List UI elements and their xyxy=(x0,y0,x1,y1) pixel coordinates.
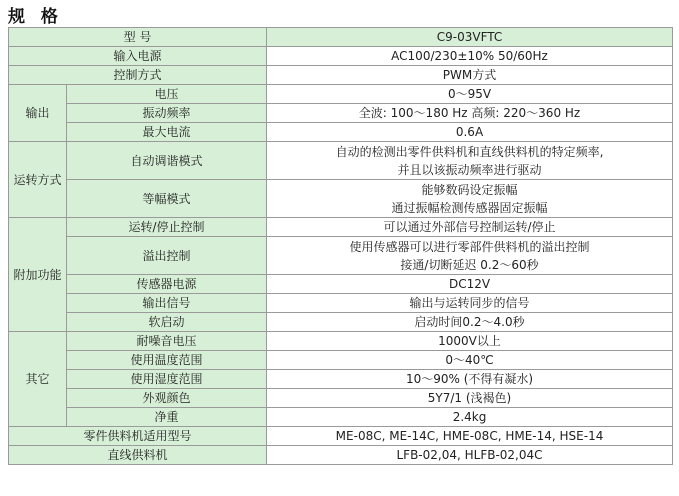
voltage-label: 电压 xyxy=(67,85,267,104)
input-power-value: AC100/230±10% 50/60Hz xyxy=(267,47,673,66)
table-row-output-signal xyxy=(9,294,673,313)
operation-group-label: 运转方式 xyxy=(9,142,67,218)
output-signal-value: 输出与运转同步的信号 xyxy=(267,294,673,313)
table-row-temp-range xyxy=(9,351,673,370)
parts-feeder-label: 零件供料机适用型号 xyxy=(9,427,267,446)
model-label: 型 号 xyxy=(9,28,267,47)
sensor-power-label: 传感器电源 xyxy=(67,275,267,294)
frequency-label: 振动频率 xyxy=(67,104,267,123)
table-row-control-mode xyxy=(9,66,673,85)
color-label: 外观颜色 xyxy=(67,389,267,408)
table-row-voltage xyxy=(9,85,673,104)
max-current-label: 最大电流 xyxy=(67,123,267,142)
humidity-range-value: 10～90% (不得有凝水) xyxy=(267,370,673,389)
table-row-max-current xyxy=(9,123,673,142)
table-row-model xyxy=(9,28,673,47)
table-row-overflow xyxy=(9,237,673,275)
table-row-parts-feeder xyxy=(9,427,673,446)
parts-feeder-value: ME-08C, ME-14C, HME-08C, HME-14, HSE-14 xyxy=(267,427,673,446)
table-row-withstand-voltage xyxy=(9,332,673,351)
soft-start-value: 启动时间0.2～4.0秒 xyxy=(267,313,673,332)
temp-range-label: 使用温度范围 xyxy=(67,351,267,370)
amplitude-label: 等幅模式 xyxy=(67,180,267,218)
page-title: 规 格 xyxy=(8,7,63,27)
input-power-label: 输入电源 xyxy=(9,47,267,66)
overflow-line-2: 接通/切断延迟 0.2～60秒 xyxy=(400,257,539,272)
spec-table xyxy=(8,27,673,465)
table-row-auto-tune xyxy=(9,142,673,180)
other-group-label: 其它 xyxy=(9,332,67,427)
auto-tune-value xyxy=(267,142,673,180)
table-row-sensor-power xyxy=(9,275,673,294)
run-stop-value: 可以通过外部信号控制运转/停止 xyxy=(267,218,673,237)
amplitude-value xyxy=(267,180,673,218)
linear-feeder-label: 直线供料机 xyxy=(9,446,267,465)
table-row-color xyxy=(9,389,673,408)
auto-tune-line-2: 并且以该振动频率进行驱动 xyxy=(397,162,542,177)
color-value: 5Y7/1 (浅褐色) xyxy=(267,389,673,408)
table-row-run-stop xyxy=(9,218,673,237)
max-current-value: 0.6A xyxy=(267,123,673,142)
frequency-value: 全波: 100～180 Hz 高频: 220～360 Hz xyxy=(267,104,673,123)
linear-feeder-value: LFB-02,04, HLFB-02,04C xyxy=(267,446,673,465)
weight-value: 2.4kg xyxy=(267,408,673,427)
sensor-power-value: DC12V xyxy=(267,275,673,294)
humidity-range-label: 使用湿度范围 xyxy=(67,370,267,389)
table-row-input-power xyxy=(9,47,673,66)
withstand-voltage-value: 1000V以上 xyxy=(267,332,673,351)
table-row-linear-feeder xyxy=(9,446,673,465)
table-row-frequency xyxy=(9,104,673,123)
auto-tune-label: 自动调谐模式 xyxy=(67,142,267,180)
extra-group-label: 附加功能 xyxy=(9,218,67,332)
output-group-label: 输出 xyxy=(9,85,67,142)
table-row-soft-start xyxy=(9,313,673,332)
amplitude-line-1: 能够数码设定振幅 xyxy=(421,182,518,197)
output-signal-label: 输出信号 xyxy=(67,294,267,313)
table-row-humidity-range xyxy=(9,370,673,389)
model-value: C9-03VFTC xyxy=(267,28,673,47)
auto-tune-line-1: 自动的检测出零件供料机和直线供料机的特定频率, xyxy=(335,144,604,159)
temp-range-value: 0～40℃ xyxy=(267,351,673,370)
weight-label: 净重 xyxy=(67,408,267,427)
table-row-amplitude xyxy=(9,180,673,218)
voltage-value: 0～95V xyxy=(267,85,673,104)
withstand-voltage-label: 耐噪音电压 xyxy=(67,332,267,351)
run-stop-label: 运转/停止控制 xyxy=(67,218,267,237)
overflow-label: 溢出控制 xyxy=(67,237,267,275)
control-mode-value: PWM方式 xyxy=(267,66,673,85)
amplitude-line-2: 通过振幅检测传感器固定振幅 xyxy=(391,200,548,215)
control-mode-label: 控制方式 xyxy=(9,66,267,85)
table-row-weight xyxy=(9,408,673,427)
soft-start-label: 软启动 xyxy=(67,313,267,332)
overflow-value xyxy=(267,237,673,275)
overflow-line-1: 使用传感器可以进行零部件供料机的溢出控制 xyxy=(349,239,590,254)
